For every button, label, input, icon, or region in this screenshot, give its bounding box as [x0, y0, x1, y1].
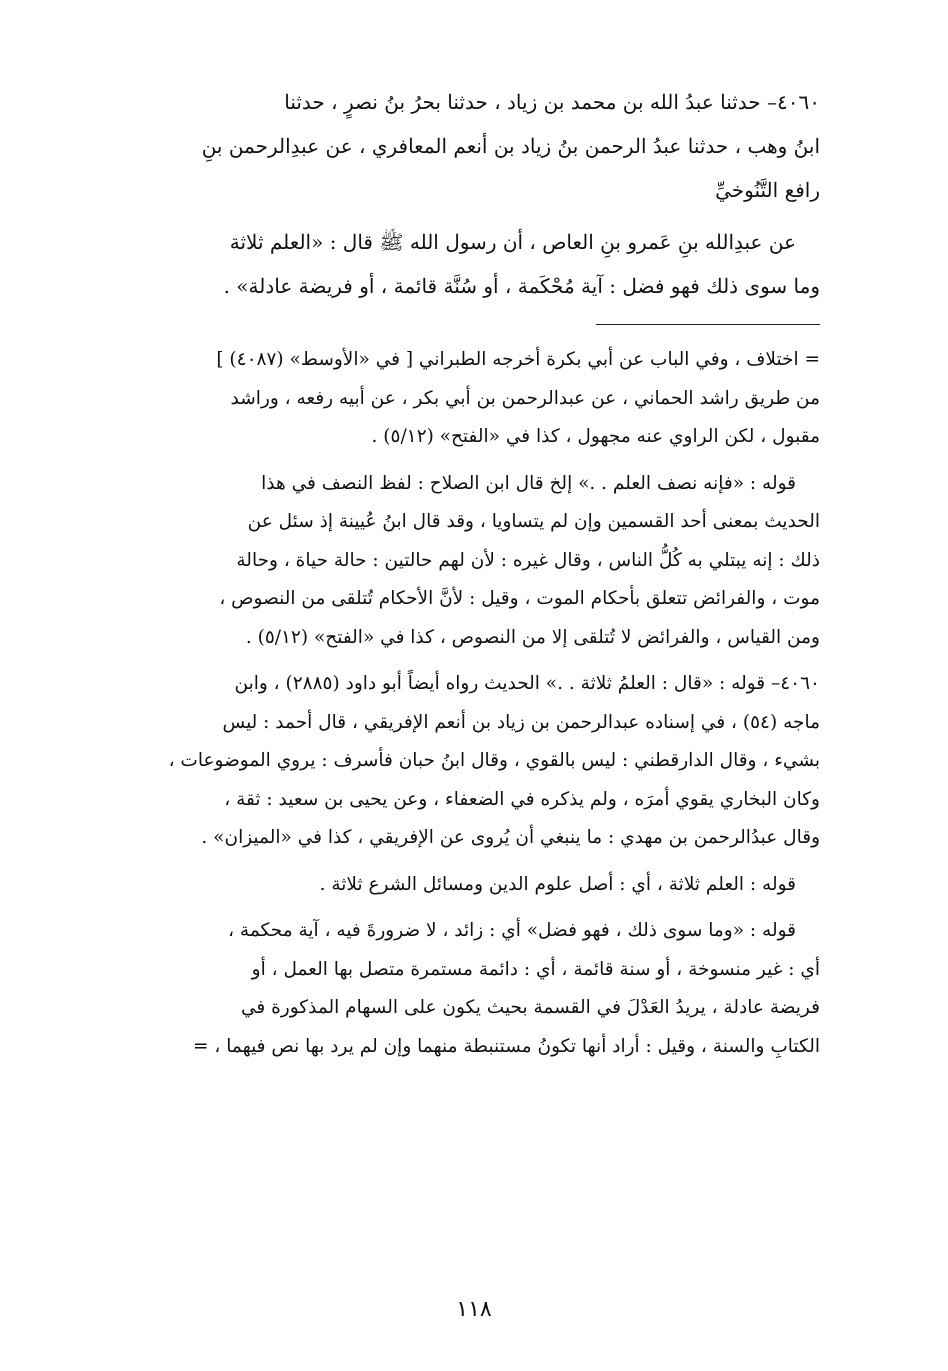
text-line: الكتابِ والسنة ، وقيل : أراد أنها تكونُ مستنبطة منهما وإن لم يرد بها نص فيهما ، = [193, 1035, 820, 1057]
text-line: ماجه (٥٤) ، في إسناده عبدالرحمن بن زياد بن أنعم الإفريقي ، قال أحمد : ليس [222, 711, 820, 733]
text-line: موت ، والفرائض تتعلق بأحكام الموت ، وقيل : لأنَّ الأحكام تُتلقى من النصوص ، [219, 588, 820, 609]
footnotes-section [98, 341, 820, 1066]
text-line: ومن القياس ، والفرائض لا تُتلقى إلا من النصوص ، كذا في «الفتح» (٥/١٢) . [245, 626, 820, 648]
hadith-chain-of-narration [98, 80, 820, 212]
footnote-separator-rule [596, 324, 820, 325]
text-line: عن عبدِالله بنِ عَمرو بنِ العاص ، أن رسول الله ﷺ قال : «العلم ثلاثة [229, 230, 796, 254]
text-line: الحديث بمعنى أحد القسمين وإن لم يتساويا ، وقد قال ابنُ عُيينة إذ سئل عن [247, 511, 820, 532]
page-body [98, 80, 820, 1074]
footnote-knowledge-three [98, 866, 820, 905]
text-line: من طريق راشد الحماني ، عن عبدالرحمن بن أبي بكر ، عن أبيه رفعه ، وراشد [230, 387, 820, 409]
text-line: ٤٠٦٠– قوله : «قال : العلمُ ثلاثة . .» الحديث رواه أيضاً أبو داود (٢٨٨٥) ، وابن [234, 673, 820, 694]
footnote-half-knowledge [98, 465, 820, 658]
footnote-continuation [98, 341, 820, 457]
hadith-matn [98, 220, 820, 308]
text-line: فريضة عادلة ، يريدُ العَدْلَ في القسمة بحيث يكون على السهام المذكورة في [240, 997, 820, 1018]
text-line: وكان البخاري يقوي أمرَه ، ولم يذكره في الضعفاء ، وعن يحيى بن سعيد : ثقة ، [224, 788, 820, 810]
text-line: قوله : العلم ثلاثة ، أي : أصل علوم الدين ومسائل الشرع ثلاثة . [319, 873, 796, 895]
text-line: = اختلاف ، وفي الباب عن أبي بكرة أخرجه الطبراني [ في «الأوسط» (٤٠٨٧) ] [216, 349, 820, 370]
text-line: وقال عبدُالرحمن بن مهدي : ما ينبغي أن يُروى عن الإفريقي ، كذا في «الميزان» . [201, 827, 820, 848]
text-line: ابنُ وهب ، حدثنا عبدُ الرحمن بنُ زياد بن أنعم المعافري ، عن عبدِالرحمن بنِ [201, 134, 820, 158]
footnote-hadith-4060 [98, 665, 820, 858]
text-line: قوله : «وما سوى ذلك ، فهو فضل» أي : زائد ، لا ضرورةَ فيه ، آية محكمة ، [228, 920, 796, 941]
text-line: ذلك : إنه يبتلي به كُلُّ الناس ، وقال غيره : لأن لهم حالتين : حالة حياة ، وحالة [236, 549, 820, 571]
text-line: وما سوى ذلك فهو فضل : آية مُحْكَمة ، أو سُنَّة قائمة ، أو فريضة عادلة» . [223, 274, 820, 298]
page-number: ١١٨ [456, 1297, 492, 1322]
footnote-beyond-that [98, 912, 820, 1066]
text-line: مقبول ، لكن الراوي عنه مجهول ، كذا في «الفتح» (٥/١٢) . [371, 426, 820, 447]
text-line: ٤٠٦٠– حدثنا عبدُ الله بن محمد بن زياد ، حدثنا بحرُ بنُ نصرٍ ، حدثنا [284, 90, 820, 114]
text-line: رافع التَّنُوخيِّ [715, 178, 820, 202]
text-line: أي : غير منسوخة ، أو سنة قائمة ، أي : دائمة مستمرة متصل بها العمل ، أو [251, 958, 820, 980]
hadith-text [98, 80, 820, 308]
text-line: بشيء ، وقال الدارقطني : ليس بالقوي ، وقال ابنُ حبان فأسرف : يروي الموضوعات ، [168, 750, 820, 771]
text-line: قوله : «فإنه نصف العلم . .» إلخ قال ابن الصلاح : لفظ النصف في هذا [261, 472, 796, 494]
